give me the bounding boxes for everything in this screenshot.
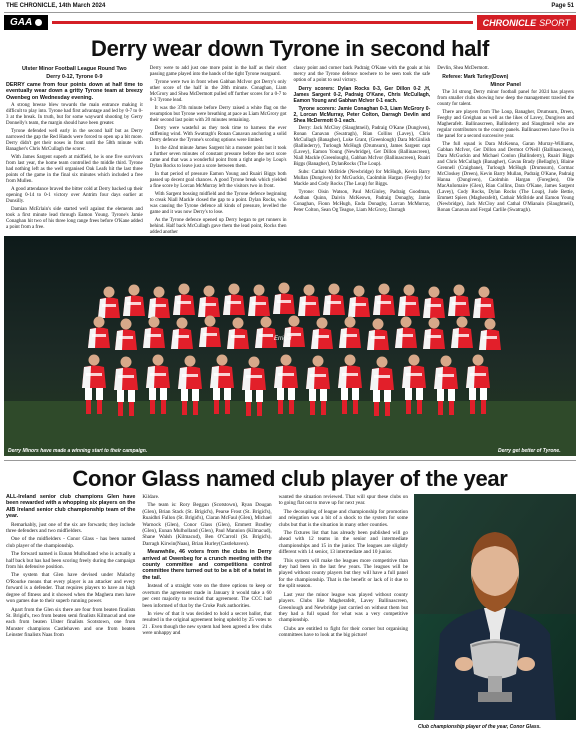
section-tag-right: SPORT xyxy=(539,17,570,28)
section-tag xyxy=(477,15,576,30)
player-photo xyxy=(414,494,576,720)
section-bar xyxy=(4,15,576,30)
section-divider xyxy=(52,21,472,24)
paragraph: The system that Glen have devised under Malachy O'Rourke means that every player is an attacker and every forward is a defender. That requires players to have an high degree of fitness and it showed when the Maghera men have won games due to their superb running power. xyxy=(6,572,136,605)
ball-icon xyxy=(35,19,42,26)
article2-col1 xyxy=(6,494,135,732)
derry-scorers: Derry scorers: Dylan Rocks 0-3, Ger Dillon 0-2 ,H, James Sargent 0-2, Padraig O'Kane, Chris McCullagh, Eamon Young and Gabhan McIvor 0-1 each. xyxy=(293,86,431,104)
paragraph: Clubs are entitled to fight for their corner but organising committees have to look at the big picture! xyxy=(278,625,408,639)
article2-col2 xyxy=(142,494,271,732)
header-rule xyxy=(4,12,576,13)
match-score: Derry 0-12, Tyrone 0-9 xyxy=(46,74,103,80)
paragraph: Kildare. xyxy=(142,494,160,500)
article1-col2 xyxy=(149,66,287,235)
article1-lead: DERRY came from four points down at half time to eventually wear down a gritty Tyrone team at breezy Owenbeg on Wednesday evening. xyxy=(6,82,143,101)
paragraph: Tyrone were two in front when Gabhan McIvor got Derry's only other score of the half in the 28th minute. Conaghan, Liam McGrory and Shea McDermott pulled off further scores for a 0-7 to 0-3 Tyrone lead. xyxy=(149,80,287,103)
article2-headline: Conor Glass named club player of the year xyxy=(72,466,508,491)
article1-col3 xyxy=(294,66,431,232)
paragraph: Derry were wasteful as they took time to harness the ever stiffening wind. With Swatragh's Ronan Canavan anchoring a solid Derry defence the Tyrone's scoring options were limited. xyxy=(149,126,287,143)
derry-subs: Subs: Cathair McBride (Newbridge) for McHugh, Kevin Barry Mullan (Dungiven) for McGuckin, Caolmhin Hargan (Feeghy) for Mackle and Cody Rocks (The Loup) for Biggs. xyxy=(293,170,431,187)
paragraph: It was the 37th minute before Derry raised a white flag on the resumption but Tyrone were breathing at pace as Liam McGrory got their second last point with 20 minutes remaining. xyxy=(149,106,287,123)
paragraph: In view of that it was decided to hold a secret ballot, that resulted in the original agreement being upheld by 25 votes to 21 . Even though the new system had been agreed a few clubs were unhappy and xyxy=(142,610,272,637)
player-photo-image xyxy=(414,494,576,720)
article-divider xyxy=(4,460,576,461)
photo-caption-left: Derry Minors have made a winning start to their campaign. xyxy=(8,448,148,454)
gaa-logo xyxy=(4,15,48,30)
referee: Referee: Mark Turley(Down) xyxy=(442,74,509,80)
paragraph: In that period of pressure Eamon Young and Ruairi Biggs both passed up decent goal chances. A good Tyrone break which yielded a fine score by Lorcan McMurray left the visitors two in front. xyxy=(149,172,287,189)
jersey-sponsor: Errigal xyxy=(274,336,292,342)
team-photo-image xyxy=(4,236,576,456)
player-photo-caption: Club championship player of the year, Conor Glass. xyxy=(418,724,541,730)
paragraph: A good attendance braved the bitter cold at Derry backed up their opening 0-14 to 0-1 victory over Antrim four days earlier at Dunsilly. xyxy=(6,187,143,205)
article2-col3 xyxy=(279,494,408,732)
paragraph: With James Sargent superb at midfield, he is one five survivors from last year, the home team controlled the middle third. Tyrone had nothing left as the well organised Oak Leafs hit the last three points of the game in the final six minutes which included a free from Mullen. xyxy=(6,155,143,185)
page-header xyxy=(0,0,580,12)
paragraph: The full squad is Dara McKenna, Garan Murray-Williams, Gabhan McIvor, Ger Dillon and Dermot O'Neill (Ballinascreen), Dara McGuckin and Michael Conlon (Ballinderry), Ruairi Biggs and Chris McCullagh (Banagher), Gavan Brady (Bellaghy), Blaine Grennell (Craigbane), Turlough McHugh (Drumsurn), Cormac McCloskey (Dreen), Kevin Barry Mullan, Padraig O'Kane, Padraig Hanna (Dungiven), Caolmhin Hargan (Foreglen), Ole MacAnIomaire (Glen), Rian Collins, Dara O'Kane, James Sargent (Lavey), Cody Rocks, Dylan Rocks (The Loup), Jude Bettie, Emmett Spiers (Magherafelt), Cathair McBride and Eamon Young (Newbridge), Jack McCloy and Cathal O'Mianain (Slaughtneil), Ronan Canavan and Fergal Carlile (Swatragh). xyxy=(437,142,574,213)
paragraph: wanted the situation reviewed. That will spur these clubs on to going flat out to move up for next year. xyxy=(278,494,408,507)
paragraph: A strong breeze blew towards the main entrance making it difficult to play into. Tyrone had first advantage and led by 0-7 to 0-3 at the break. In truth, but for some wayward shooting by Gerry Donnelly's team, the margin should have been greater. xyxy=(6,103,143,127)
paragraph: There are players from The Loup, Banagher, Drumsurn, Dreen, Feeghy and Greighan as well as the likes of Lavey, Dungiven and Magherafelt. Ballinascreen, Ballinderry and Slaughtneil who are regular contributors to the county panels. Ballinascreen have five in the panel for a second successive year. xyxy=(437,110,574,139)
team-of-year: The team is: Rory Beggan (Scotstown), Ryan Dougan (Glen), Brian Stack (St. Brigid's), Pearse Frost (St. Brigid's), Ruaidhri Fallon (St. Brigid's), Ciaran McFaul (Glen), Michael Warnock (Glen), Conor Glass (Glen), Emmett Bradley (Glen), Eunan Mulholland (Glen), Paul Mannion (Kilmacud), Shane Walsh (Kilmacud), Ben O'Carroll (St. Brigid's), Darragh Kirwin(Naas), Brian Hurley(Castlehaven). xyxy=(142,502,272,547)
gaa-logo-text: GAA xyxy=(10,17,33,28)
paragraph: Apart from the Glen six there are four from beaten finalists St. Brigid's, two from beaten semi finalists Kilmacud and one each from beaten Ulster finalists Scotstown, one from Munster champions Castlehaven and one from beaten Leinster finalists Naas from xyxy=(6,606,136,639)
paragraph: The forward named is Eunan Mulholland who is actually a half back but has had been scoring freely during the campaign from his defensive position. xyxy=(6,551,136,571)
article1-col4 xyxy=(437,66,574,232)
paragraph: This system will make the leagues more competitive than they had been in the last few years. The leagues will be played without county players but they will have a full panel for the championship. That is the benefit or lack of it due to the split season. xyxy=(278,557,408,590)
paragraph: Instead of a straight vote on the three options to keep or overturn the agreement made in January it would take a 60 per cent majority to rescind that agreement. The CCC had been informed of that by the Croke Park authorities. xyxy=(142,583,272,609)
article1-headline: Derry wear down Tyrone in second half xyxy=(90,36,490,61)
page-number: Page 51 xyxy=(551,3,574,9)
article2-body xyxy=(6,494,408,732)
photo-caption-right: Derry get better of Tyrone. xyxy=(498,448,561,454)
match-kicker: Ulster Minor Football League Round Two xyxy=(22,66,127,72)
paragraph: Remarkably, just one of the six are forwards; they include three defenders and two midfielders. xyxy=(6,521,136,535)
section-tag-left: CHRONICLE xyxy=(482,17,537,28)
paragraph: Tyrone defended well early in the second half but as Derry narrowed the gap the Red Hands were forced to open up a bit more. Derry didn't get their noses in front until the 58th minute with Banagher's Chris McCullagh the scorer. xyxy=(6,129,143,153)
article1-body xyxy=(6,66,574,235)
meeting-paragraph: Meanwhile, 46 voters from the clubs in Derry arrived at Owenbeg for a crunch meeting with the county committee and competitions control committee there turned out to be a bit of a twist in the tail. xyxy=(142,549,272,581)
paragraph: The decoupling of league and championship for promotion and relegation was a bit of a shock to the system for some clubs but that is the situation in many other counties. xyxy=(278,508,408,528)
publication-date: THE CHRONICLE, 14th March 2024 xyxy=(6,3,106,9)
paragraph: The fixtures list that has already been published will go ahead with 12 teams in the senior and intermediate championships and 15 in the junior. The leagues are slightly different with 14 senior, 13 intermediate and 10 junior. xyxy=(278,530,408,556)
derry-team: Derry: Jack McCloy (Slaughtneil), Padraig O'Kane (Dungiven), Ronan Canavan (Swatragh), Rian Collins (Lavey), Chris McCullagh (Banagher), Luke Grant, (Greenlough) Dara McGinlish (Ballinderry), Turlough McHugh (Drumsurn), James Sargent capt (Lavey), Eamon Young (Newbridge), Ger Dillon (Ballinascreen), Niall Mackle (Greenlough), Gabhan McIvor (Ballinascreen), Ruairi Biggs (Banagher), DylanRocks (The Loup). xyxy=(293,126,431,167)
team-photo xyxy=(4,236,576,456)
paragraph: Damian McErlain's side started well against the elements and took a first minute lead through Eamon Young. Tyrone's Jamie Conaghan hit two of his three long range frees before O'Kane added a point from a free. xyxy=(6,207,143,231)
paragraph: Last year the minor league was played without county players. Clubs like Magherafelt, Lavey Ballinascreen, Greenlough and Newbridge just carried on without them but they had a full squad for what was a very competitive championship. xyxy=(278,591,408,624)
paragraph: In the 42nd minute James Sargent hit a monster point but it took a further seven minutes of constant pressure before the next score came and that was a wonderful point from a tight angle by Loup's Dylan Rocks to leave just a score between them. xyxy=(149,146,287,169)
tyrone-team: Tyrone: Oisin Watson, Paul McGinley, Padraig Goodman, Aodhan Quinn, Daivin McKeown, Padraig Donaghy, Jamie Conaghan, Fionn McHugh, Enda Donaghy, Lorcan McMurray, Peter Colton, Sean Og Teague, Liam McGrory, Darragh xyxy=(293,190,431,213)
paragraph: classy point and corner back Padraig O'Kane with the goals at his mercy and the Tyrone defence nowhere to be seen took the safe option of a point to seal victory. xyxy=(293,66,431,83)
tyrone-scorers: Tyrone scorers: Jamie Conaghan 0-3, Liam McGrory 0-2, Lorcan McMurray, Peter Colton, Darragh Devlin and Shea McDermott 0-1 each. xyxy=(293,106,431,124)
paragraph: Derry were to add just one more point in the half as their short passing game played into the hands of the tight Tyrone rearguard. xyxy=(149,66,287,77)
paragraph: The 34 strong Derry minor football panel for 2024 has players from smaller clubs showing how deep the management trawled the county for talent. xyxy=(437,90,574,107)
article1-col1 xyxy=(6,66,143,232)
paragraph: As the Tyrone defence opened up Derry began to get runners in behind. Half back McCullagh gave them the lead point, Rocks then added another xyxy=(149,218,287,235)
paragraph: Devlin, Shea McDermott. xyxy=(437,66,489,71)
paragraph: One of the midfielders - Conor Glass - has been named club player of the championship. xyxy=(6,536,136,549)
paragraph: With Sargent bossing midfield and the Tyrone defence beginning to creak Niall Mackle closed the gap to a point. Dylan Rocks, who was causing the Tyrone defence all kinds of pressure, levelled the game and it was now Derry's to lose. xyxy=(149,192,287,215)
article2-lead: ALL-Ireland senior club champions Glen have been rewarded with a whopping six players on the AIB Ireland senior club championship team of the year. xyxy=(6,494,136,520)
minor-panel-subhead: Minor Panel xyxy=(490,82,521,88)
